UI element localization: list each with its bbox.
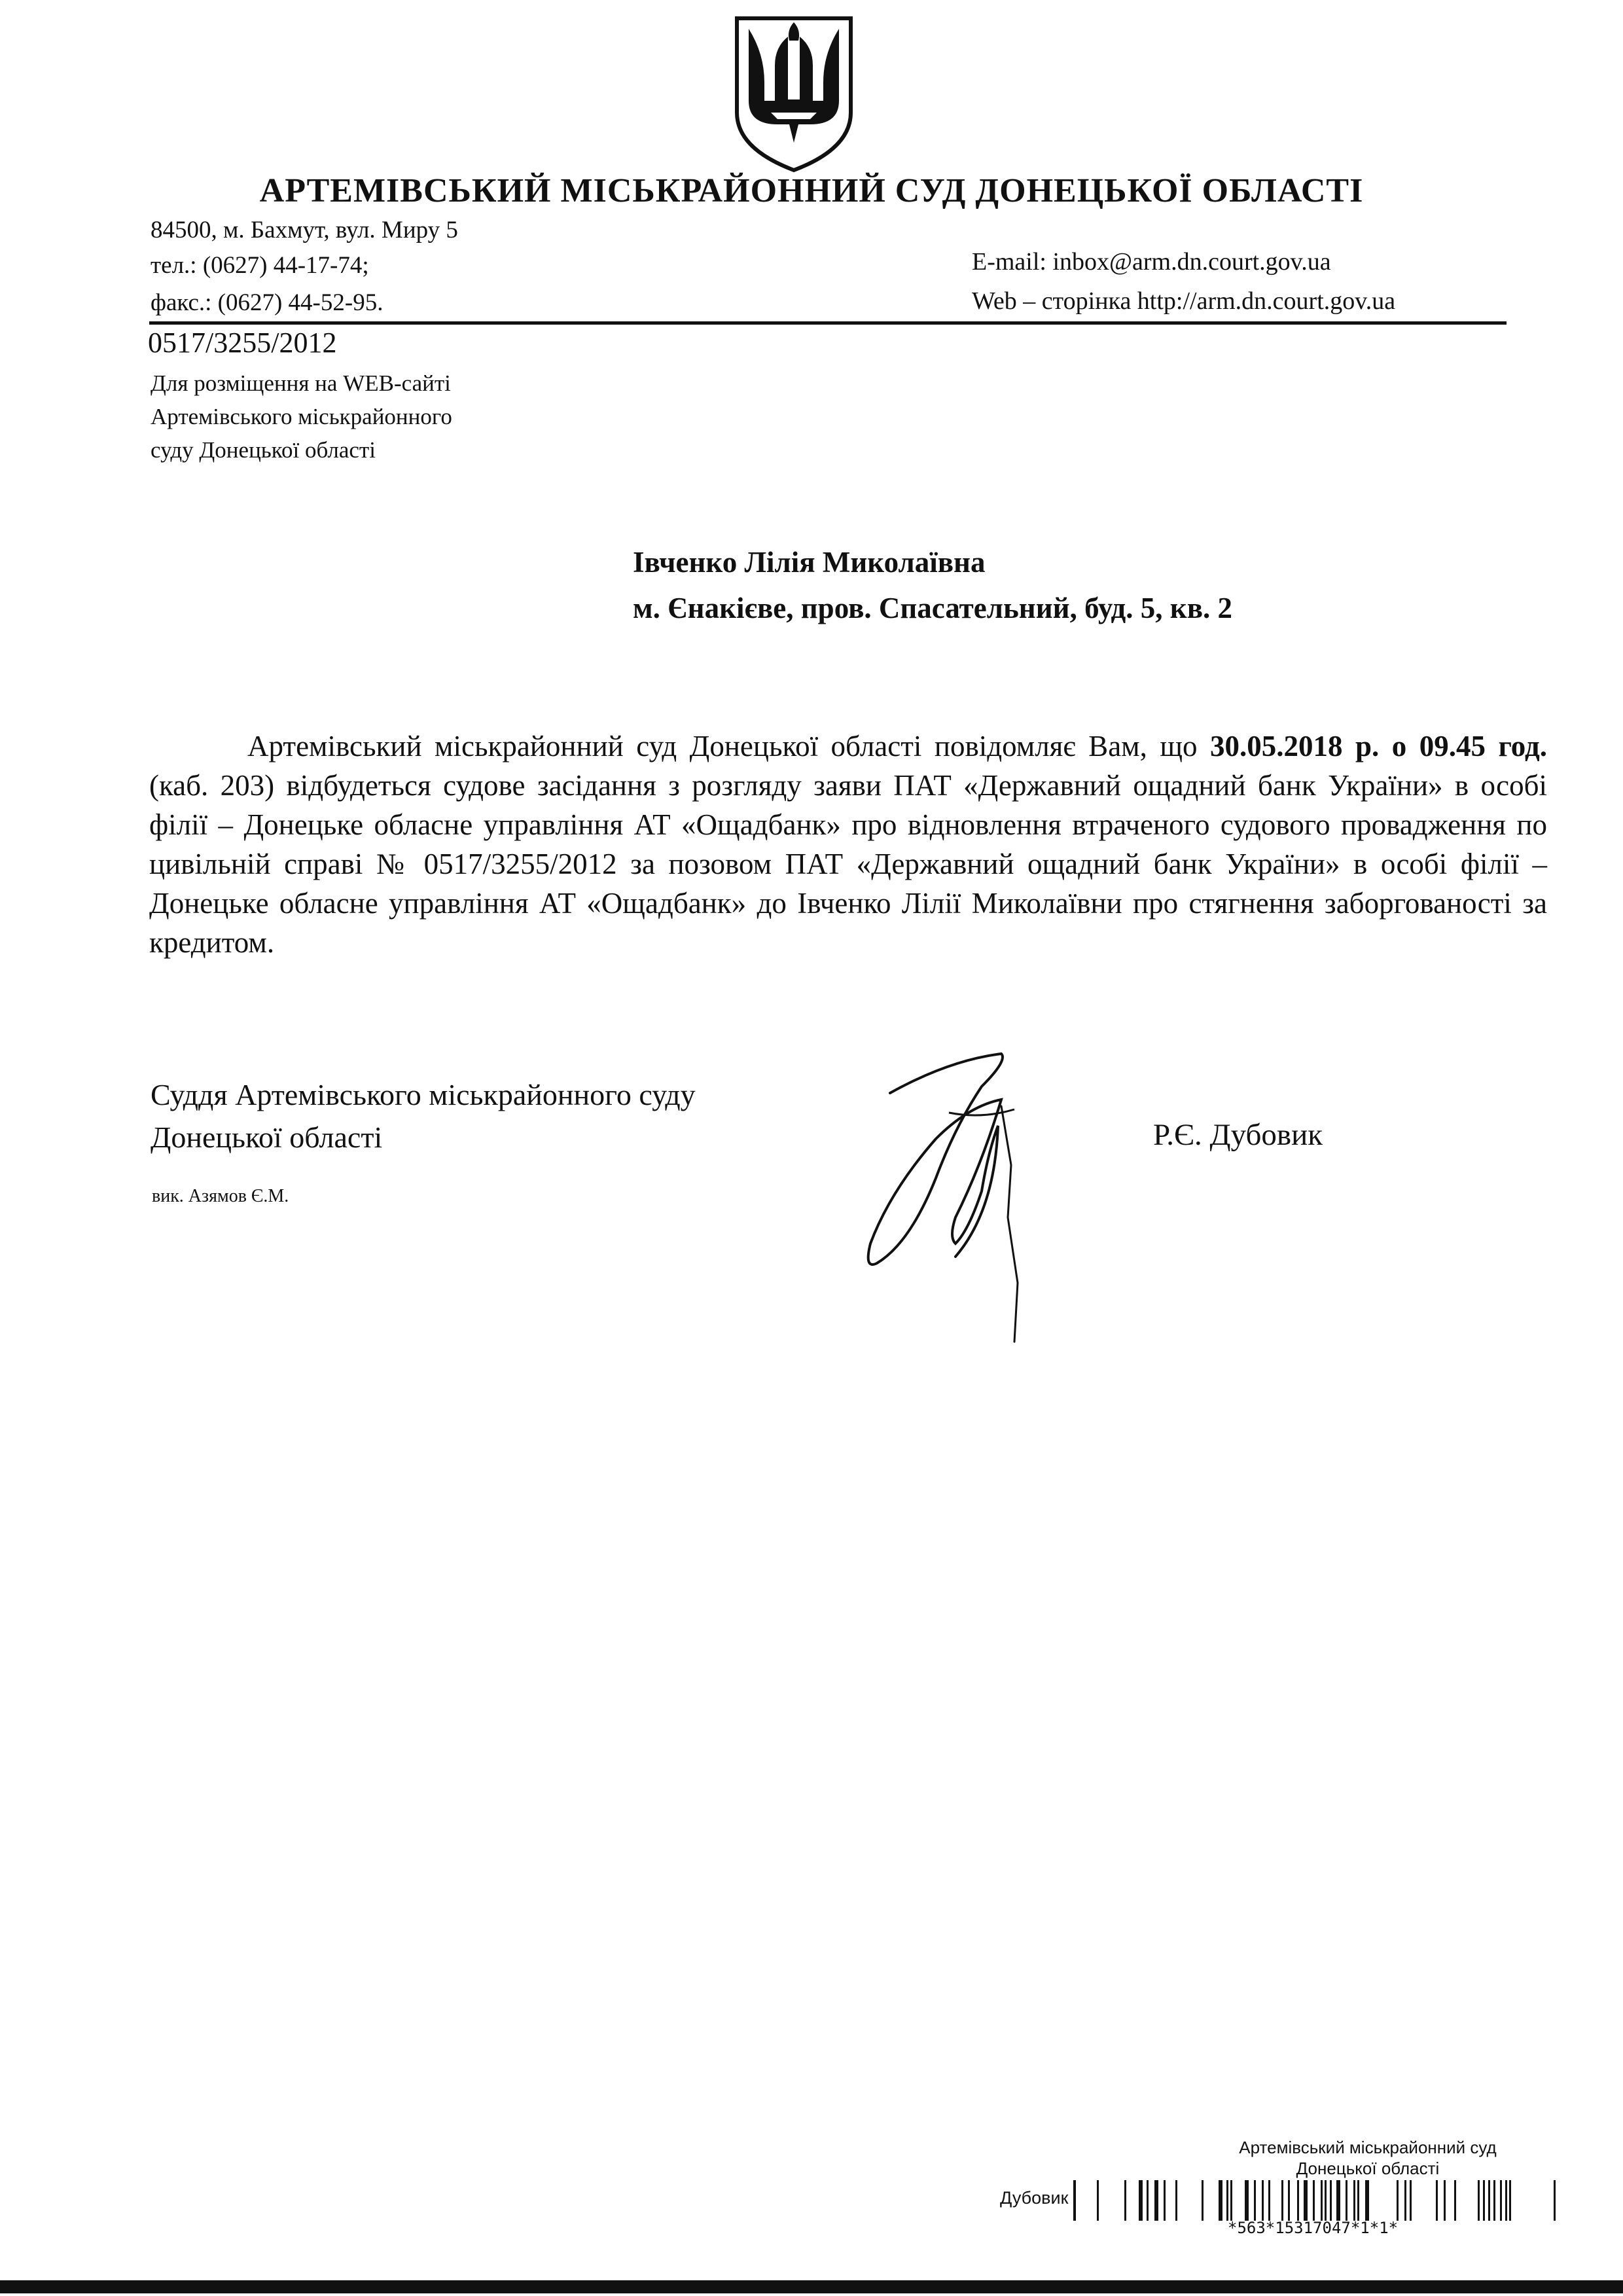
web-note-line: суду Донецької області: [151, 437, 376, 463]
court-fax: факс.: (0627) 44-52-95.: [151, 289, 383, 316]
judge-title: [151, 1073, 696, 1158]
executor-note: вик. Азямов Є.М.: [152, 1186, 289, 1206]
web-note-line: Артемівського міськрайонного: [151, 404, 452, 429]
court-website: Web – сторінка http://arm.dn.court.gov.ua: [972, 287, 1396, 315]
stamp-court-line: Донецької області: [1296, 2159, 1440, 2178]
court-name-heading: АРТЕМІВСЬКИЙ МІСЬКРАЙОННИЙ СУД ДОНЕЦЬКОЇ ОБЛАСТІ: [259, 172, 1364, 209]
document-barcode: [1073, 2180, 1558, 2221]
addressee-block: [633, 539, 1232, 631]
barcode-number: *563*15317047*1*1*: [1228, 2219, 1399, 2237]
stamp-court-line: Артемівський міськрайонний суд: [1239, 2138, 1497, 2157]
stamp-court-name: [1099, 2137, 1623, 2179]
court-phone: тел.: (0627) 44-17-74;: [151, 252, 369, 279]
notice-body: [149, 726, 1547, 962]
hearing-datetime: 30.05.2018 р. о 09.45 год.: [1210, 730, 1548, 762]
ukraine-trident-emblem-icon: [732, 14, 856, 173]
web-placement-note: [151, 367, 452, 467]
notice-text-rest: (каб. 203) відбудеться судове засідання з розгляду заяви ПАТ «Державний ощадний банк України» в особі філії – Донецьке обласне управління АТ «Ощадбанк» про відновлення втраченого судового провадження по цивільній справі № 0517/3255/2012 за позовом ПАТ «Державний ощадний банк України» в особі філії – Донецьке обласне управління АТ «Ощадбанк» до Івченко Лілії Миколаївни про стягнення заборгованості за кредитом.: [149, 769, 1547, 959]
notice-paragraph: [149, 726, 1547, 962]
stamp-judge-name: Дубовик: [1000, 2188, 1069, 2208]
judge-name: Р.Є. Дубовик: [1153, 1118, 1323, 1152]
scan-bottom-edge: [0, 2280, 1623, 2293]
judge-title-line: Суддя Артемівського міськрайонного суду: [151, 1078, 696, 1111]
notice-text-start: Артемівський міськрайонний суд Донецької області повідомляє Вам, що: [247, 730, 1211, 762]
court-email: E-mail: inbox@arm.dn.court.gov.ua: [972, 248, 1331, 276]
addressee-name: Івченко Лілія Миколаївна: [633, 546, 986, 579]
web-note-line: Для розміщення на WEB-сайті: [151, 370, 451, 396]
addressee-address: м. Єнакієве, пров. Спасательний, буд. 5, кв. 2: [633, 592, 1233, 624]
court-address: 84500, м. Бахмут, вул. Миру 5: [151, 217, 458, 243]
case-number: 0517/3255/2012: [148, 327, 337, 359]
header-divider: [149, 321, 1507, 325]
handwritten-signature-icon: [851, 1047, 1047, 1348]
judge-title-line: Донецької області: [151, 1121, 383, 1154]
